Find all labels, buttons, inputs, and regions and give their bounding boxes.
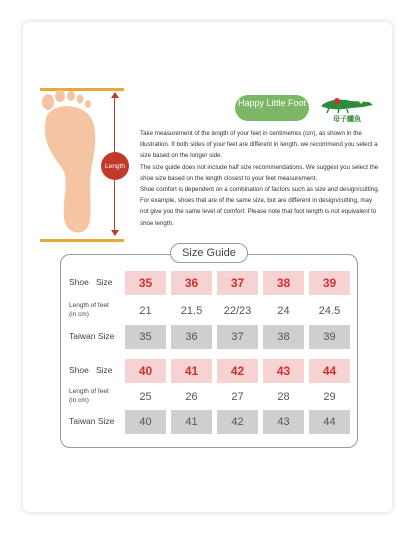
table-cell: 27 bbox=[231, 391, 244, 403]
logo-right-text: 母子鱷魚 bbox=[333, 116, 361, 123]
taiwan-size-label: Taiwan Size bbox=[69, 331, 115, 341]
table-cell: 42 bbox=[217, 410, 258, 434]
arrow-up-icon bbox=[111, 92, 119, 98]
table-cell: 38 bbox=[263, 325, 304, 349]
table-cell: 24.5 bbox=[318, 305, 341, 317]
instruction-paragraph: Take measurement of the length of your feet in centimetres (cm), as shown in the illustration. If both sides of your feet are different in length, we recommend you select a size based on the longer side. bbox=[140, 130, 378, 160]
table-cell: 40 bbox=[125, 410, 166, 434]
length-badge: Length bbox=[101, 152, 129, 180]
table-cell: 41 bbox=[171, 359, 212, 383]
shoe-size-label: Shoe Size bbox=[69, 365, 113, 375]
arrow-down-icon bbox=[111, 230, 119, 236]
table-cell: 35 bbox=[125, 325, 166, 349]
table-cell: 24 bbox=[277, 305, 290, 317]
table-cell: 22/23 bbox=[223, 305, 252, 317]
foot-bottom-bar bbox=[40, 239, 124, 242]
table-cell: 37 bbox=[217, 325, 258, 349]
shoe-size-row bbox=[61, 271, 357, 295]
happy-little-foot-logo bbox=[235, 95, 309, 121]
shoe-size-row bbox=[61, 359, 357, 383]
table-cell: 29 bbox=[323, 391, 336, 403]
table-cell: 35 bbox=[125, 271, 166, 295]
taiwan-size-label: Taiwan Size bbox=[69, 416, 115, 426]
table-cell: 21.5 bbox=[180, 305, 203, 317]
size-guide-panel bbox=[60, 254, 358, 448]
crocodile-logo bbox=[317, 92, 377, 124]
table-cell: 36 bbox=[171, 325, 212, 349]
taiwan-size-row bbox=[61, 410, 357, 434]
shoe-size-label: Shoe Size bbox=[69, 277, 113, 287]
table-cell: 43 bbox=[263, 359, 304, 383]
footprint-icon bbox=[40, 90, 110, 240]
table-cell: 38 bbox=[263, 271, 304, 295]
table-cell: 37 bbox=[217, 271, 258, 295]
foot-length-row bbox=[61, 299, 357, 323]
table-cell: 40 bbox=[125, 359, 166, 383]
table-cell: 43 bbox=[263, 410, 304, 434]
table-cell: 21 bbox=[139, 305, 152, 317]
foot-length-label: Length of feet (in cm) bbox=[69, 388, 109, 404]
table-cell: 39 bbox=[309, 271, 350, 295]
size-guide-title: Size Guide bbox=[170, 243, 248, 263]
table-cell: 26 bbox=[185, 391, 198, 403]
taiwan-size-row bbox=[61, 325, 357, 349]
logo-left-text: Happy Little Foot bbox=[237, 98, 307, 108]
foot-length-row bbox=[61, 385, 357, 409]
table-cell: 41 bbox=[171, 410, 212, 434]
instruction-paragraph: The size guide does not include half size recommendations. We suggest you select the shoe size based on the length closest to your feet measurement. bbox=[140, 163, 379, 182]
table-cell: 39 bbox=[309, 325, 350, 349]
instruction-paragraph: Shoe comfort is dependent on a combination of factors such as size and design/cutting. For example, shoes that are of the same size, but are different in design/cutting, may not give you the same level of comfort. Please note that foot length is not equivalent to shoe length. bbox=[140, 186, 380, 227]
table-cell: 25 bbox=[139, 391, 152, 403]
instructions-text bbox=[140, 128, 380, 229]
crocodile-icon bbox=[317, 92, 377, 114]
table-cell: 28 bbox=[277, 391, 290, 403]
foot-length-label: Length of feet (in cm) bbox=[69, 302, 109, 318]
table-cell: 44 bbox=[309, 410, 350, 434]
table-cell: 36 bbox=[171, 271, 212, 295]
table-cell: 42 bbox=[217, 359, 258, 383]
table-cell: 44 bbox=[309, 359, 350, 383]
foot-illustration bbox=[40, 88, 124, 244]
